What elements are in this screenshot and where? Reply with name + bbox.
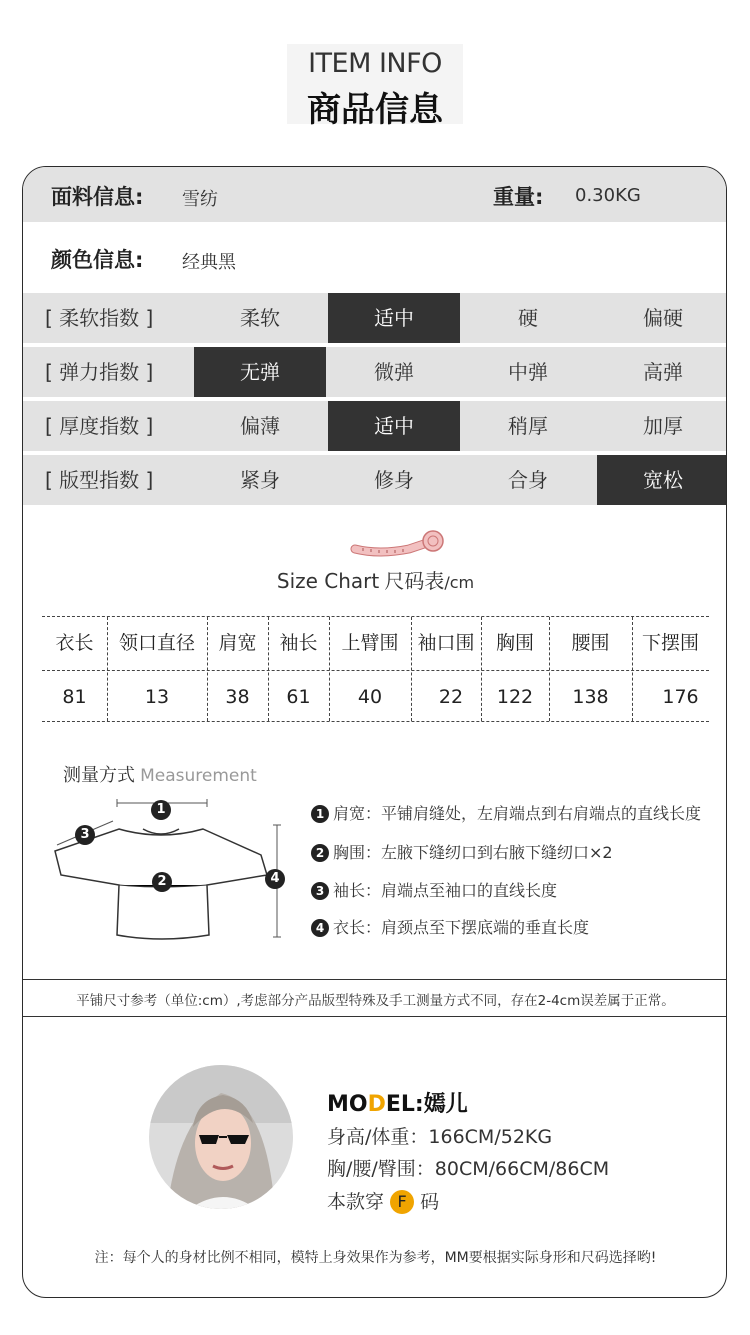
table-header: 腰围	[571, 632, 610, 654]
measurement-text: 衣长：肩颈点至下摆底端的垂直长度	[333, 918, 590, 937]
weight-label: 重量:	[493, 185, 544, 209]
wear-prefix: 本款穿	[327, 1191, 385, 1213]
measurement-text: 袖长：肩端点至袖口的直线长度	[333, 881, 558, 900]
model-name-line	[327, 1087, 468, 1118]
divider	[23, 979, 727, 980]
table-cell: 61	[286, 686, 311, 708]
measurement-item	[311, 801, 701, 824]
table-header: 胸围	[495, 632, 534, 654]
index-option: 硬	[518, 306, 538, 330]
weight-value: 0.30KG	[575, 185, 641, 206]
table-header: 袖长	[279, 632, 318, 654]
size-note: 平铺尺寸参考（单位:cm）,考虑部分产品版型特殊及手工测量方式不同，存在2-4cm误差属于正常。	[76, 993, 675, 1009]
table-cell: 22	[438, 686, 464, 708]
index-row-softness	[23, 293, 727, 343]
diagram-number-1: 1	[151, 800, 171, 820]
divider	[23, 1016, 727, 1017]
index-option: 柔软	[240, 306, 280, 330]
index-option: 稍厚	[508, 414, 548, 438]
index-row-elasticity	[23, 347, 727, 397]
garment-diagram	[51, 795, 291, 945]
number-2-icon: 2	[311, 844, 329, 862]
table-header: 衣长	[55, 632, 94, 654]
index-label: [ 厚度指数 ]	[45, 414, 154, 438]
measurement-item	[311, 915, 589, 938]
model-measurements: 胸/腰/臀围：80CM/66CM/86CM	[327, 1158, 610, 1180]
model-avatar	[147, 1063, 295, 1211]
index-option: 紧身	[240, 468, 280, 492]
index-row-fit	[23, 455, 727, 505]
table-cell: 138	[572, 686, 609, 708]
table-cell: 40	[357, 686, 383, 708]
index-label: [ 版型指数 ]	[45, 468, 154, 492]
model-note: 注：每个人的身材比例不相同，模特上身效果作为参考，MM要根据实际身形和尺码选择哟!	[94, 1250, 657, 1266]
tape-measure-icon	[349, 529, 449, 565]
table-cell: 122	[496, 686, 534, 708]
size-chart-title-cn: 尺码表	[384, 569, 445, 593]
index-option: 中弹	[508, 360, 548, 384]
index-option: 加厚	[643, 414, 683, 438]
measurement-title	[63, 761, 257, 787]
header-title-en: ITEM INFO	[308, 48, 442, 79]
number-4-icon: 4	[311, 919, 329, 937]
color-value: 经典黑	[182, 252, 236, 273]
model-wear-size	[327, 1187, 439, 1214]
index-option: 合身	[508, 468, 548, 492]
index-option: 偏薄	[240, 414, 280, 438]
table-header: 领口直径	[118, 632, 195, 654]
table-header: 上臂围	[341, 632, 399, 654]
index-option: 微弹	[374, 360, 414, 384]
index-option: 修身	[374, 468, 414, 492]
size-chart-title	[23, 565, 727, 594]
measurement-text: 胸围：左腋下缝纫口到右腋下缝纫口×2	[333, 843, 613, 862]
color-row	[23, 222, 727, 292]
index-label: [ 柔软指数 ]	[45, 306, 154, 330]
diagram-number-4: 4	[265, 869, 285, 889]
model-label-c: EL:	[385, 1092, 424, 1117]
header-title-cn: 商品信息	[307, 90, 443, 130]
index-label: [ 弹力指数 ]	[45, 360, 154, 384]
index-row-thickness	[23, 401, 727, 451]
table-header: 下摆围	[641, 632, 699, 654]
diagram-number-2: 2	[152, 872, 172, 892]
color-label: 颜色信息:	[51, 248, 144, 272]
measurement-item	[311, 840, 613, 863]
measurement-item	[311, 878, 557, 901]
index-option-selected: 宽松	[597, 455, 727, 505]
index-option-selected: 适中	[328, 293, 460, 343]
table-cell: 81	[62, 686, 87, 708]
size-chart-title-en: Size Chart	[276, 569, 380, 593]
fabric-value: 雪纺	[182, 189, 218, 210]
diagram-number-3: 3	[75, 825, 95, 845]
index-option: 偏硬	[643, 306, 683, 330]
measurement-text: 肩宽：平铺肩缝处，左肩端点到右肩端点的直线长度	[333, 804, 702, 823]
number-1-icon: 1	[311, 805, 329, 823]
table-header: 肩宽	[218, 632, 257, 654]
table-cell: 38	[225, 686, 250, 708]
model-height-weight: 身高/体重：166CM/52KG	[327, 1126, 553, 1148]
table-cell: 13	[144, 686, 170, 708]
size-table	[42, 616, 709, 722]
size-chart-unit: /cm	[444, 573, 475, 592]
table-cell: 176	[662, 686, 699, 708]
measurement-title-cn: 测量方式	[63, 765, 135, 786]
table-header: 袖口围	[417, 632, 475, 654]
wear-suffix: 码	[420, 1191, 440, 1213]
size-badge: F	[390, 1190, 414, 1214]
index-option-selected: 适中	[328, 401, 460, 451]
fabric-row	[23, 167, 727, 222]
index-option: 高弹	[643, 360, 683, 384]
measurement-title-en: Measurement	[140, 766, 257, 786]
model-label-a: MO	[327, 1092, 368, 1117]
model-label-b: D	[367, 1092, 386, 1117]
fabric-label: 面料信息:	[51, 185, 144, 209]
index-option-selected: 无弹	[194, 347, 326, 397]
number-3-icon: 3	[311, 882, 329, 900]
product-info-card	[22, 166, 727, 1298]
model-name: 嫣儿	[423, 1092, 468, 1117]
